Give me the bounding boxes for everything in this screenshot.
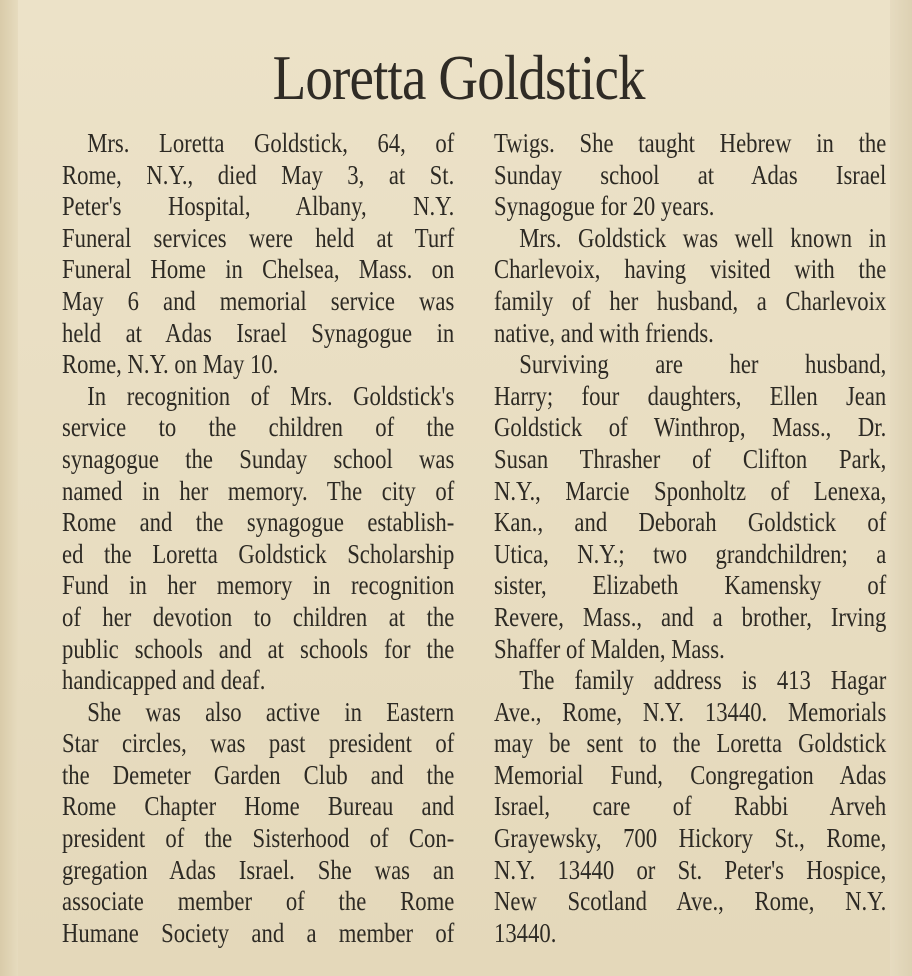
text-line: public schools and at schools for the <box>62 633 455 664</box>
text-line: She was also active in Eastern <box>87 696 455 727</box>
text-line: Mrs. Goldstick was well known in <box>519 222 887 253</box>
text-line: ed the Loretta Goldstick Scholarship <box>62 538 455 569</box>
text-line: Harry; four daughters, Ellen Jean <box>494 380 887 411</box>
text-line: Synagogue for 20 years. <box>494 191 715 222</box>
text-line: associate member of the Rome <box>62 886 455 917</box>
text-line: Goldstick of Winthrop, Mass., Dr. <box>494 412 887 443</box>
text-line: Fund in her memory in recognition <box>62 570 455 601</box>
text-line: Rome and the synagogue establish- <box>62 507 455 538</box>
text-line: Susan Thrasher of Clifton Park, <box>494 443 887 474</box>
text-line: the Demeter Garden Club and the <box>62 759 455 790</box>
text-line: of her devotion to children at the <box>62 601 455 632</box>
text-line: Revere, Mass., and a brother, Irving <box>494 601 887 632</box>
article-paragraph <box>494 223 886 349</box>
text-line: The family address is 413 Hagar <box>519 665 887 696</box>
article-paragraph <box>62 381 454 697</box>
article-paragraph <box>62 128 454 381</box>
text-line: Peter's Hospital, Albany, N.Y. <box>62 191 455 222</box>
text-line: Ave., Rome, N.Y. 13440. Memorials <box>494 696 887 727</box>
text-line: May 6 and memorial service was <box>62 285 455 316</box>
text-line: Utica, N.Y.; two grandchildren; a <box>494 538 887 569</box>
article-paragraph <box>494 128 886 223</box>
text-line: Memorial Fund, Congregation Adas <box>494 759 887 790</box>
text-line: Twigs. She taught Hebrew in the <box>494 128 887 158</box>
text-line: held at Adas Israel Synagogue in <box>62 317 455 348</box>
article-column-right <box>494 128 886 949</box>
text-line: New Scotland Ave., Rome, N.Y. <box>494 886 887 917</box>
text-line: family of her husband, a Charlevoix <box>494 285 887 316</box>
text-line: Rome Chapter Home Bureau and <box>62 791 455 822</box>
clipping-left-edge <box>0 0 18 976</box>
text-line: named in her memory. The city of <box>62 475 455 506</box>
text-line: In recognition of Mrs. Goldstick's <box>87 380 455 411</box>
text-line: Rome, N.Y. on May 10. <box>62 349 279 380</box>
text-line: sister, Elizabeth Kamensky of <box>494 570 887 601</box>
clipping-right-edge <box>890 0 912 976</box>
text-line: Shaffer of Malden, Mass. <box>494 633 725 664</box>
text-line: Sunday school at Adas Israel <box>494 159 887 190</box>
text-line: Surviving are her husband, <box>519 349 887 380</box>
text-line: Mrs. Loretta Goldstick, 64, of <box>87 128 455 158</box>
text-line: Charlevoix, having visited with the <box>494 254 887 285</box>
text-line: service to the children of the <box>62 412 455 443</box>
article-paragraph <box>494 665 886 949</box>
text-line: N.Y., Marcie Sponholtz of Lenexa, <box>494 475 887 506</box>
text-line: Funeral Home in Chelsea, Mass. on <box>62 254 455 285</box>
article-paragraph <box>494 349 886 665</box>
text-line: gregation Adas Israel. She was an <box>62 854 455 885</box>
text-line: president of the Sisterhood of Con- <box>62 823 455 854</box>
text-line: Israel, care of Rabbi Arveh <box>494 791 887 822</box>
obituary-headline: Loretta Goldstick <box>272 42 645 113</box>
text-line: synagogue the Sunday school was <box>62 443 455 474</box>
text-line: Rome, N.Y., died May 3, at St. <box>62 159 455 190</box>
text-line: 13440. <box>494 917 557 948</box>
text-line: native, and with friends. <box>494 317 714 348</box>
article-paragraph <box>62 697 454 950</box>
article-column-left <box>62 128 454 949</box>
text-line: may be sent to the Loretta Goldstick <box>494 728 887 759</box>
text-line: Kan., and Deborah Goldstick of <box>494 507 887 538</box>
text-line: Grayewsky, 700 Hickory St., Rome, <box>494 823 887 854</box>
text-line: handicapped and deaf. <box>62 665 266 696</box>
text-line: Funeral services were held at Turf <box>62 222 455 253</box>
text-line: Star circles, was past president of <box>62 728 455 759</box>
text-line: Humane Society and a member of <box>62 917 455 948</box>
text-line: N.Y. 13440 or St. Peter's Hospice, <box>494 854 887 885</box>
